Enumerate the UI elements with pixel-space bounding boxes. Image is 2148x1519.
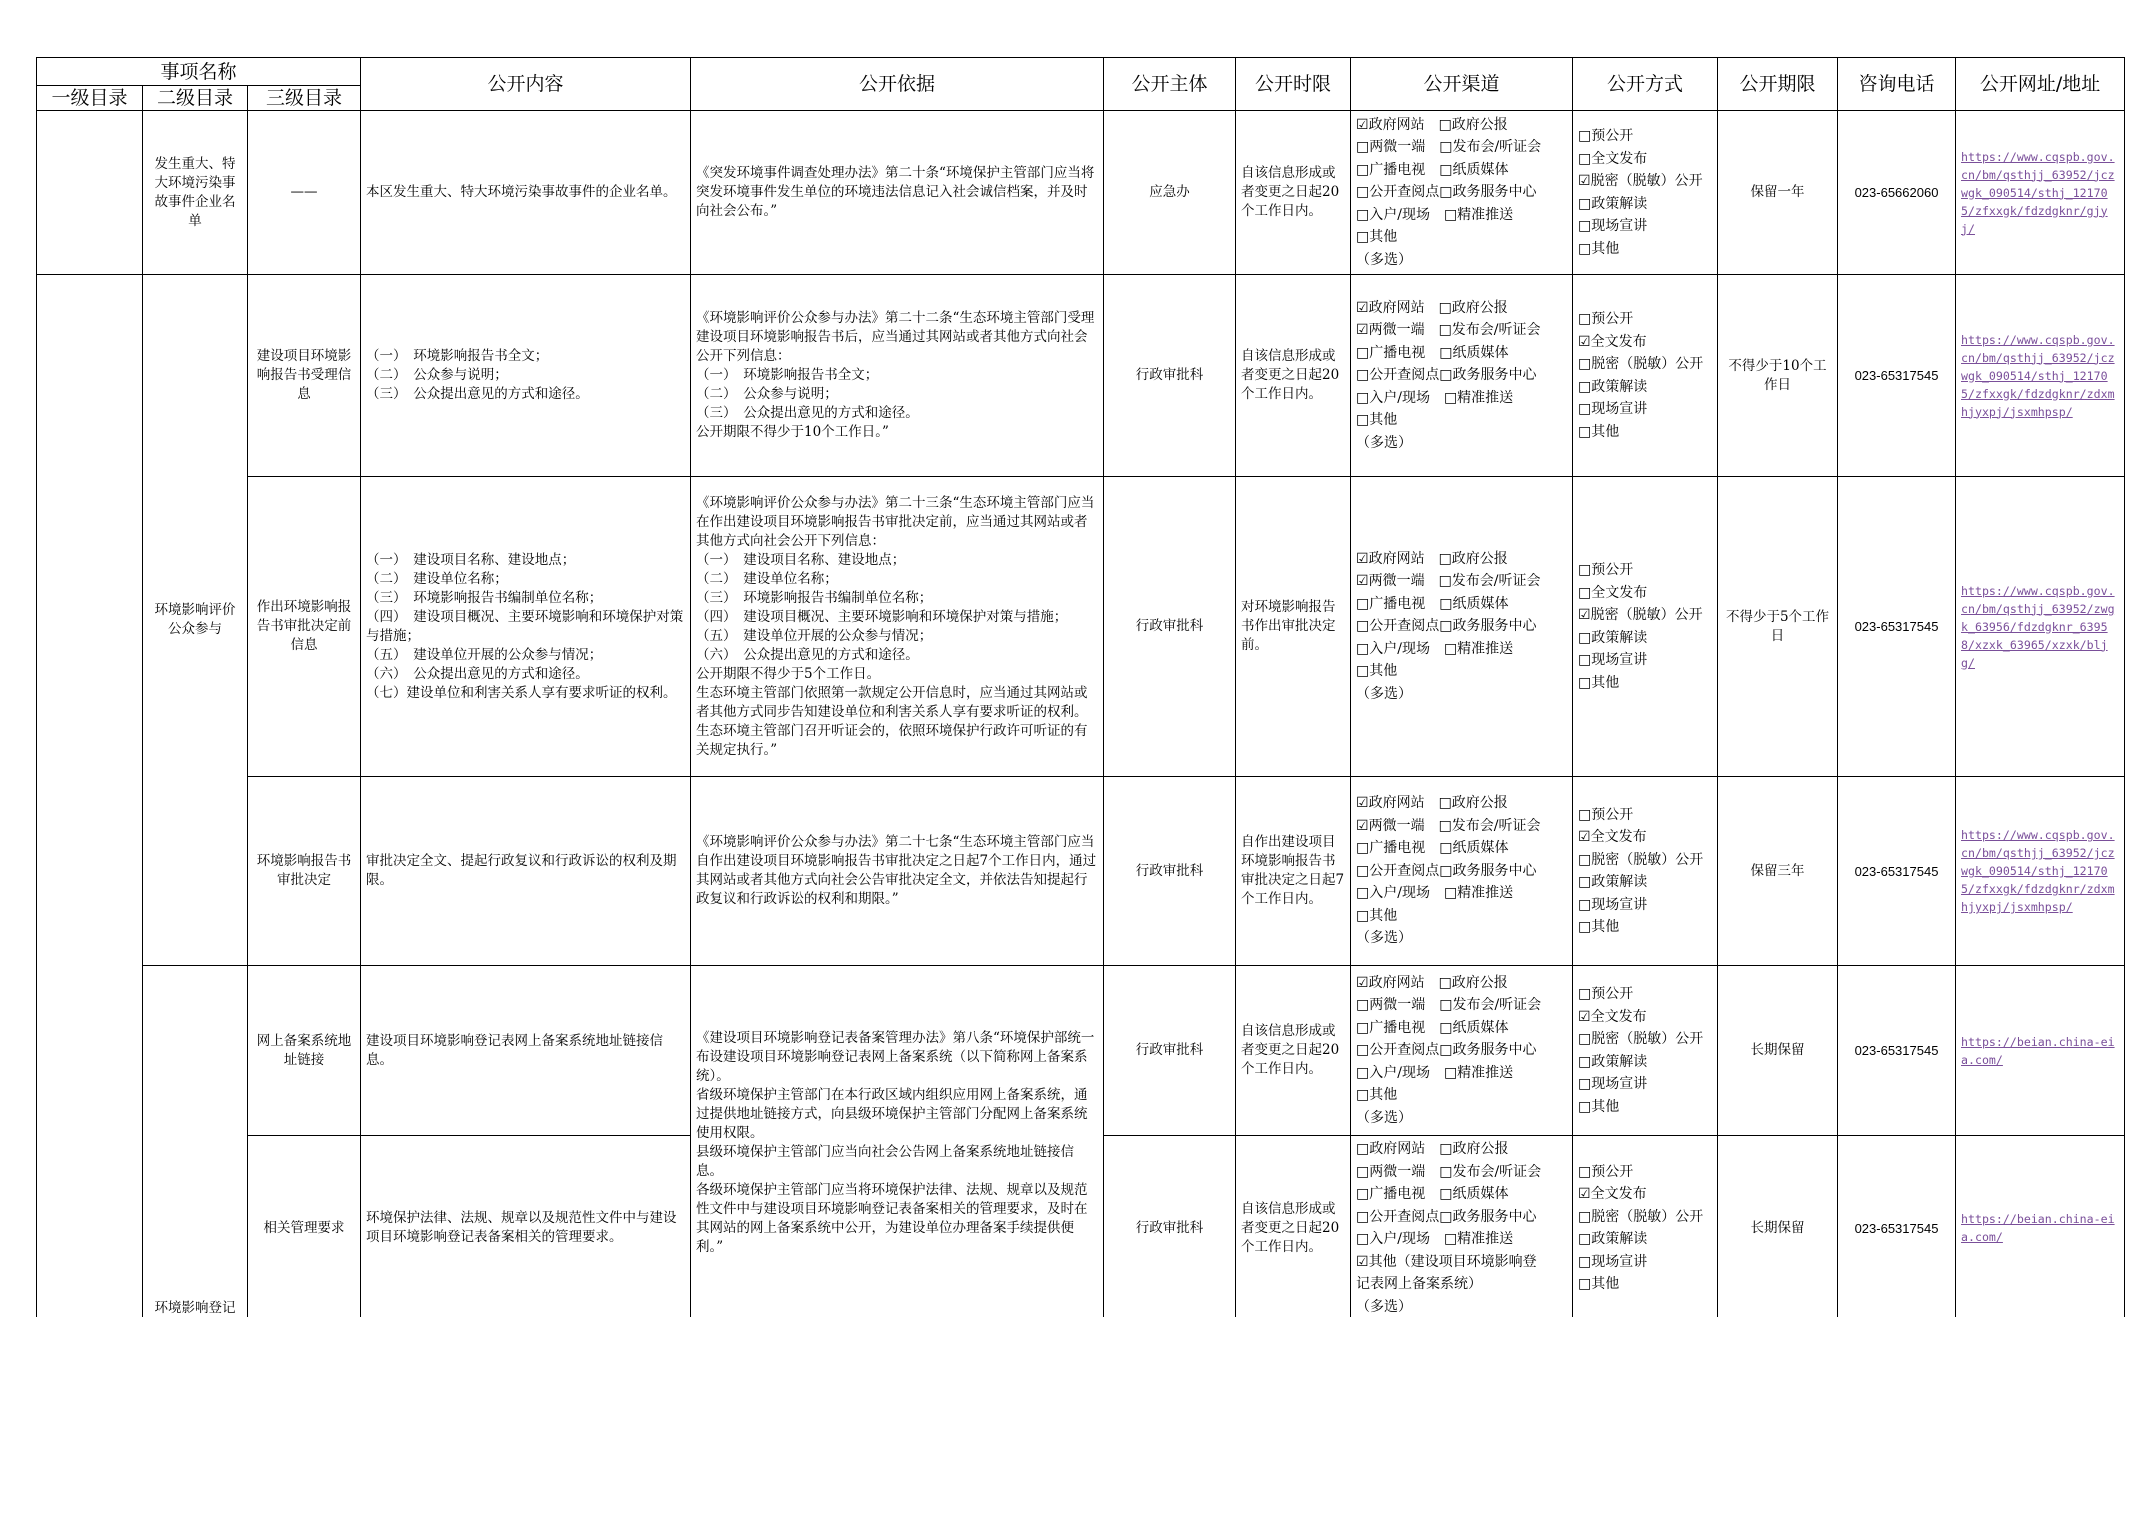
phone-cell: 023-65317545 — [1838, 275, 1956, 477]
method-checklist: □预公开 ☑全文发布 □脱密（脱敏）公开 □政策解读 □现场宣讲 □其他 — [1573, 275, 1718, 477]
url-link[interactable]: https://www.cqspb.gov.cn/bm/qsthjj_63952/jczwgk_090514/sthj_121705/zfxxgk/fdzdgknr/zdxmhjyxpj/jsxmhpsp/ — [1956, 777, 2125, 966]
level3-cell: 网上备案系统地址链接 — [248, 966, 361, 1136]
table-row — [37, 111, 2125, 275]
header-level3: 三级目录 — [248, 86, 361, 111]
time-limit-cell: 对环境影响报告书作出审批决定前。 — [1236, 477, 1351, 777]
header-level1: 一级目录 — [37, 86, 143, 111]
header-method: 公开方式 — [1573, 58, 1718, 111]
level1-cell — [37, 275, 143, 1321]
time-limit-cell: 自该信息形成或者变更之日起20个工作日内。 — [1236, 966, 1351, 1136]
subject-cell: 行政审批科 — [1104, 777, 1236, 966]
phone-cell: 023-65317545 — [1838, 777, 1956, 966]
header-period: 公开期限 — [1718, 58, 1838, 111]
period-cell: 长期保留 — [1718, 966, 1838, 1136]
header-basis: 公开依据 — [691, 58, 1104, 111]
time-limit-cell: 自该信息形成或者变更之日起20个工作日内。 — [1236, 275, 1351, 477]
channel-checklist: ☑政府网站 □政府公报 □两微一端 □发布会/听证会 □广播电视 □纸质媒体 □公开查阅点□政务服务中心 □入户/现场 □精准推送 □其他 （多选） — [1351, 966, 1573, 1136]
content-cell: 环境保护法律、法规、规章以及规范性文件中与建设项目环境影响登记表备案相关的管理要求。 — [361, 1136, 691, 1321]
channel-checklist: ☑政府网站 □政府公报 ☑两微一端 □发布会/听证会 □广播电视 □纸质媒体 □公开查阅点□政务服务中心 □入户/现场 □精准推送 □其他 （多选） — [1351, 275, 1573, 477]
level1-cell — [37, 111, 143, 275]
header-phone: 咨询电话 — [1838, 58, 1956, 111]
table-row — [37, 275, 2125, 477]
phone-cell: 023-65317545 — [1838, 1136, 1956, 1321]
level3-cell: 建设项目环境影响报告书受理信息 — [248, 275, 361, 477]
header-subject: 公开主体 — [1104, 58, 1236, 111]
method-checklist: □预公开 ☑全文发布 □脱密（脱敏）公开 □政策解读 □现场宣讲 □其他 — [1573, 966, 1718, 1136]
period-cell: 保留一年 — [1718, 111, 1838, 275]
subject-cell: 行政审批科 — [1104, 1136, 1236, 1321]
time-limit-cell: 自作出建设项目环境影响报告书审批决定之日起7个工作日内。 — [1236, 777, 1351, 966]
content-cell: 建设项目环境影响登记表网上备案系统地址链接信息。 — [361, 966, 691, 1136]
content-cell: 本区发生重大、特大环境污染事故事件的企业名单。 — [361, 111, 691, 275]
subject-cell: 行政审批科 — [1104, 477, 1236, 777]
channel-checklist: ☑政府网站 □政府公报 □两微一端 □发布会/听证会 □广播电视 □纸质媒体 □公开查阅点□政务服务中心 □入户/现场 □精准推送 □其他 （多选） — [1351, 111, 1573, 275]
period-cell: 不得少于5个工作日 — [1718, 477, 1838, 777]
phone-cell: 023-65317545 — [1838, 966, 1956, 1136]
url-link[interactable]: https://beian.china-eia.com/ — [1956, 966, 2125, 1136]
method-checklist: □预公开 ☑全文发布 □脱密（脱敏）公开 □政策解读 □现场宣讲 □其他 — [1573, 1136, 1718, 1321]
phone-cell: 023-65317545 — [1838, 477, 1956, 777]
content-cell: （一） 环境影响报告书全文； （二） 公众参与说明； （三） 公众提出意见的方式和途径。 — [361, 275, 691, 477]
channel-checklist: ☑政府网站 □政府公报 ☑两微一端 □发布会/听证会 □广播电视 □纸质媒体 □公开查阅点□政务服务中心 □入户/现场 □精准推送 □其他 （多选） — [1351, 777, 1573, 966]
header-item-name: 事项名称 — [37, 58, 361, 86]
basis-cell: 《环境影响评价公众参与办法》第二十二条“生态环境主管部门受理建设项目环境影响报告书后，应当通过其网站或者其他方式向社会公开下列信息： （一） 环境影响报告书全文； （二） 公众参与说明； （三） 公众提出意见的方式和途径。 公开期限不得少于10个工作日。” — [691, 275, 1104, 477]
basis-cell: 《建设项目环境影响登记表备案管理办法》第八条“环境保护部统一布设建设项目环境影响登记表网上备案系统（以下简称网上备案系统）。 省级环境保护主管部门在本行政区域内组织应用网上备案系统，通过提供地址链接方式，向县级环境保护主管部门分配网上备案系统使用权限。 县级环境保护主管部门应当向社会公告网上备案系统地址链接信息。 各级环境保护主管部门应当将环境保护法律、法规、规章以及规范性文件中与建设项目环境影响登记表备案相关的管理要求，及时在其网站的网上备案系统中公开，为建设单位办理备案手续提供便利。” — [691, 966, 1104, 1321]
page-bottom-margin — [0, 1317, 2148, 1519]
level3-cell: 作出环境影响报告书审批决定前信息 — [248, 477, 361, 777]
content-cell: 审批决定全文、提起行政复议和行政诉讼的权利及期限。 — [361, 777, 691, 966]
basis-cell: 《突发环境事件调查处理办法》第二十条“环境保护主管部门应当将突发环境事件发生单位的环境违法信息记入社会诚信档案，并及时向社会公布。” — [691, 111, 1104, 275]
url-link[interactable]: https://www.cqspb.gov.cn/bm/qsthjj_63952/zwgk_63956/fdzdgknr_63958/xzxk_63965/xzxk/bljg/ — [1956, 477, 2125, 777]
level2-cell: 环境影响登记 — [143, 966, 248, 1321]
header-time-limit: 公开时限 — [1236, 58, 1351, 111]
subject-cell: 行政审批科 — [1104, 966, 1236, 1136]
time-limit-cell: 自该信息形成或者变更之日起20个工作日内。 — [1236, 111, 1351, 275]
url-link[interactable]: https://beian.china-eia.com/ — [1956, 1136, 2125, 1321]
time-limit-cell: 自该信息形成或者变更之日起20个工作日内。 — [1236, 1136, 1351, 1321]
table-row — [37, 966, 2125, 1136]
level2-cell: 环境影响评价公众参与 — [143, 275, 248, 966]
period-cell: 不得少于10个工作日 — [1718, 275, 1838, 477]
header-row-1 — [37, 58, 2125, 86]
channel-checklist: ☑政府网站 □政府公报 ☑两微一端 □发布会/听证会 □广播电视 □纸质媒体 □公开查阅点□政务服务中心 □入户/现场 □精准推送 □其他 （多选） — [1351, 477, 1573, 777]
header-level2: 二级目录 — [143, 86, 248, 111]
table-row — [37, 777, 2125, 966]
period-cell: 长期保留 — [1718, 1136, 1838, 1321]
phone-cell: 023-65662060 — [1838, 111, 1956, 275]
table-row — [37, 477, 2125, 777]
subject-cell: 应急办 — [1104, 111, 1236, 275]
content-cell: （一） 建设项目名称、建设地点； （二） 建设单位名称； （三） 环境影响报告书编制单位名称； （四） 建设项目概况、主要环境影响和环境保护对策与措施； （五） 建设单位开展的公众参与情况； （六） 公众提出意见的方式和途径。 （七）建设单位和利害关系人享有要求听证的权利。 — [361, 477, 691, 777]
method-checklist: □预公开 □全文发布 ☑脱密（脱敏）公开 □政策解读 □现场宣讲 □其他 — [1573, 111, 1718, 275]
method-checklist: □预公开 □全文发布 ☑脱密（脱敏）公开 □政策解读 □现场宣讲 □其他 — [1573, 477, 1718, 777]
basis-cell: 《环境影响评价公众参与办法》第二十七条“生态环境主管部门应当自作出建设项目环境影响报告书审批决定之日起7个工作日内，通过其网站或者其他方式向社会公告审批决定全文，并依法告知提起行政复议和行政诉讼的权利和期限。” — [691, 777, 1104, 966]
level3-cell: 环境影响报告书审批决定 — [248, 777, 361, 966]
channel-checklist: □政府网站 □政府公报 □两微一端 □发布会/听证会 □广播电视 □纸质媒体 □公开查阅点□政务服务中心 □入户/现场 □精准推送 ☑其他（建设项目环境影响登 记表网上备案系统） （多选） — [1351, 1136, 1573, 1321]
url-link[interactable]: https://www.cqspb.gov.cn/bm/qsthjj_63952/jczwgk_090514/sthj_121705/zfxxgk/fdzdgknr/gjyj/ — [1956, 111, 2125, 275]
method-checklist: □预公开 ☑全文发布 □脱密（脱敏）公开 □政策解读 □现场宣讲 □其他 — [1573, 777, 1718, 966]
url-link[interactable]: https://www.cqspb.gov.cn/bm/qsthjj_63952/jczwgk_090514/sthj_121705/zfxxgk/fdzdgknr/zdxmhjyxpj/jsxmhpsp/ — [1956, 275, 2125, 477]
header-channel: 公开渠道 — [1351, 58, 1573, 111]
header-content: 公开内容 — [361, 58, 691, 111]
basis-cell: 《环境影响评价公众参与办法》第二十三条“生态环境主管部门应当在作出建设项目环境影响报告书审批决定前，应当通过其网站或者其他方式向社会公开下列信息： （一） 建设项目名称、建设地点； （二） 建设单位名称； （三） 环境影响报告书编制单位名称； （四） 建设项目概况、主要环境影响和环境保护对策与措施； （五） 建设单位开展的公众参与情况； （六） 公众提出意见的方式和途径。 公开期限不得少于5个工作日。 生态环境主管部门依照第一款规定公开信息时，应当通过其网站或者其他方式同步告知建设单位和利害关系人享有要求听证的权利。 生态环境主管部门召开听证会的，依照环境保护行政许可听证的有关规定执行。” — [691, 477, 1104, 777]
level3-cell: —— — [248, 111, 361, 275]
disclosure-table — [36, 57, 2125, 1321]
subject-cell: 行政审批科 — [1104, 275, 1236, 477]
level3-cell: 相关管理要求 — [248, 1136, 361, 1321]
level2-cell: 发生重大、特大环境污染事故事件企业名单 — [143, 111, 248, 275]
header-url: 公开网址/地址 — [1956, 58, 2125, 111]
period-cell: 保留三年 — [1718, 777, 1838, 966]
